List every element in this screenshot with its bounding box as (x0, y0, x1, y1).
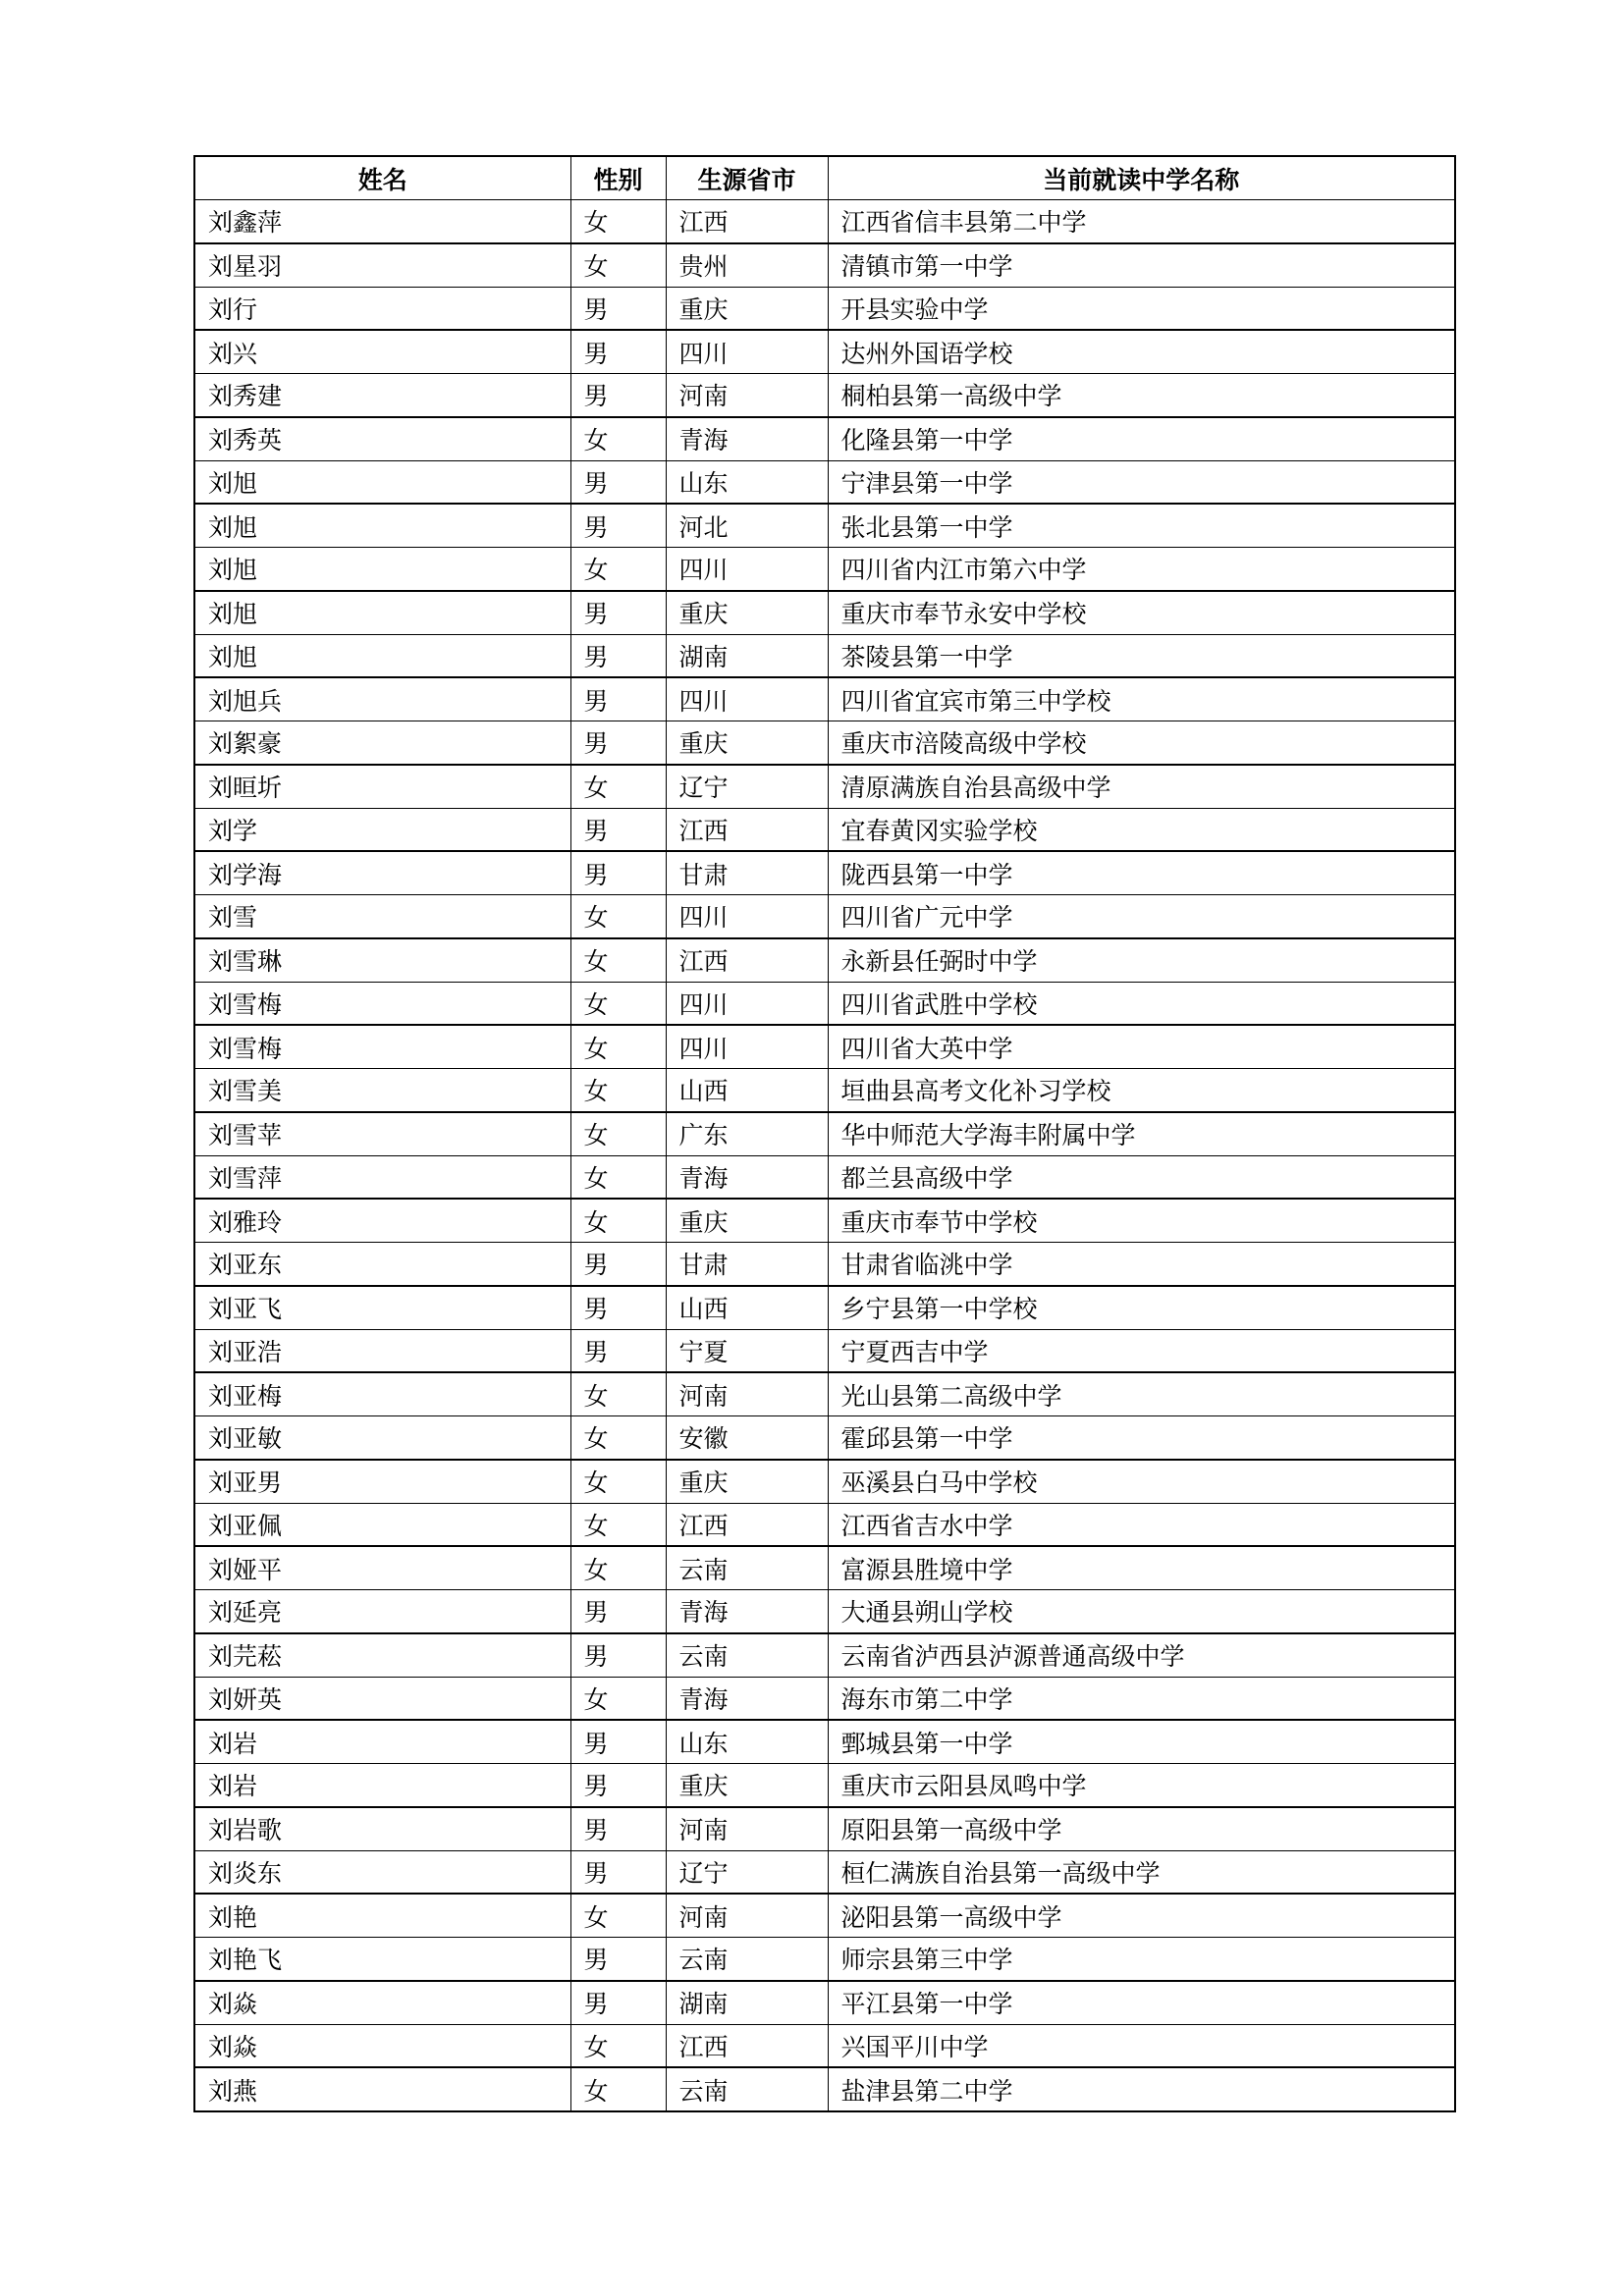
cell-gender: 女 (570, 417, 666, 460)
cell-name: 刘秀英 (194, 417, 570, 460)
table-row (194, 1850, 1455, 1894)
table-row (194, 330, 1455, 373)
table-row (194, 1286, 1455, 1329)
table-row (194, 808, 1455, 851)
cell-province: 云南 (666, 2067, 828, 2111)
cell-province: 甘肃 (666, 851, 828, 894)
cell-name: 刘岩 (194, 1764, 570, 1807)
table-row (194, 1155, 1455, 1199)
table-row (194, 1069, 1455, 1112)
cell-school: 华中师范大学海丰附属中学 (828, 1112, 1455, 1155)
cell-gender: 男 (570, 1764, 666, 1807)
cell-name: 刘亚东 (194, 1243, 570, 1286)
cell-province: 辽宁 (666, 765, 828, 808)
table-row (194, 982, 1455, 1025)
cell-province: 湖南 (666, 634, 828, 677)
cell-gender: 女 (570, 1112, 666, 1155)
cell-gender: 男 (570, 287, 666, 330)
cell-gender: 女 (570, 1069, 666, 1112)
cell-name: 刘旭 (194, 460, 570, 504)
table-row (194, 1112, 1455, 1155)
table-row (194, 1460, 1455, 1503)
cell-name: 刘学 (194, 808, 570, 851)
cell-gender: 男 (570, 591, 666, 634)
table-row (194, 1416, 1455, 1460)
cell-school: 富源县胜境中学 (828, 1546, 1455, 1589)
cell-school: 桓仁满族自治县第一高级中学 (828, 1850, 1455, 1894)
cell-gender: 女 (570, 1460, 666, 1503)
cell-gender: 女 (570, 1546, 666, 1589)
cell-province: 河南 (666, 1807, 828, 1850)
cell-school: 四川省宜宾市第三中学校 (828, 677, 1455, 721)
table-row (194, 243, 1455, 287)
cell-school: 清原满族自治县高级中学 (828, 765, 1455, 808)
cell-name: 刘艳飞 (194, 1938, 570, 1981)
cell-school: 云南省泸西县泸源普通高级中学 (828, 1633, 1455, 1677)
cell-name: 刘焱 (194, 1981, 570, 2024)
cell-gender: 男 (570, 460, 666, 504)
table-row (194, 1243, 1455, 1286)
cell-gender: 女 (570, 895, 666, 938)
cell-gender: 女 (570, 243, 666, 287)
table-body (194, 200, 1455, 2112)
cell-province: 江西 (666, 2024, 828, 2067)
cell-gender: 女 (570, 1416, 666, 1460)
cell-name: 刘亚飞 (194, 1286, 570, 1329)
cell-province: 山东 (666, 460, 828, 504)
table-row (194, 1372, 1455, 1415)
cell-school: 达州外国语学校 (828, 330, 1455, 373)
cell-province: 江西 (666, 808, 828, 851)
cell-province: 四川 (666, 982, 828, 1025)
table-row (194, 1329, 1455, 1372)
table-row (194, 1677, 1455, 1720)
cell-name: 刘雪萍 (194, 1155, 570, 1199)
cell-name: 刘妍英 (194, 1677, 570, 1720)
header-school: 当前就读中学名称 (828, 156, 1455, 200)
cell-province: 重庆 (666, 1199, 828, 1242)
cell-name: 刘雪 (194, 895, 570, 938)
cell-gender: 女 (570, 1199, 666, 1242)
cell-name: 刘雪梅 (194, 1025, 570, 1068)
table-row (194, 417, 1455, 460)
cell-province: 云南 (666, 1546, 828, 1589)
cell-gender: 男 (570, 851, 666, 894)
cell-province: 辽宁 (666, 1850, 828, 1894)
cell-school: 江西省吉水中学 (828, 1503, 1455, 1546)
table-row (194, 2067, 1455, 2111)
cell-name: 刘旭兵 (194, 677, 570, 721)
table-row (194, 677, 1455, 721)
cell-province: 山西 (666, 1286, 828, 1329)
table-row (194, 895, 1455, 938)
table-row (194, 1894, 1455, 1937)
cell-gender: 男 (570, 1720, 666, 1763)
table-row (194, 1633, 1455, 1677)
cell-school: 四川省广元中学 (828, 895, 1455, 938)
cell-gender: 女 (570, 938, 666, 982)
cell-school: 兴国平川中学 (828, 2024, 1455, 2067)
cell-province: 甘肃 (666, 1243, 828, 1286)
cell-gender: 女 (570, 765, 666, 808)
cell-gender: 女 (570, 1677, 666, 1720)
cell-gender: 女 (570, 982, 666, 1025)
cell-school: 甘肃省临洮中学 (828, 1243, 1455, 1286)
table-row (194, 1503, 1455, 1546)
cell-gender: 男 (570, 1938, 666, 1981)
cell-school: 江西省信丰县第二中学 (828, 200, 1455, 243)
cell-province: 青海 (666, 417, 828, 460)
table-row (194, 1981, 1455, 2024)
cell-gender: 女 (570, 200, 666, 243)
cell-school: 永新县任弼时中学 (828, 938, 1455, 982)
cell-name: 刘亚佩 (194, 1503, 570, 1546)
table-row (194, 548, 1455, 591)
cell-gender: 男 (570, 1329, 666, 1372)
cell-province: 河南 (666, 1372, 828, 1415)
cell-name: 刘兴 (194, 330, 570, 373)
table-row (194, 634, 1455, 677)
cell-province: 安徽 (666, 1416, 828, 1460)
table-row (194, 374, 1455, 417)
table-row (194, 2024, 1455, 2067)
cell-gender: 男 (570, 634, 666, 677)
cell-name: 刘亚浩 (194, 1329, 570, 1372)
cell-province: 江西 (666, 1503, 828, 1546)
cell-name: 刘学海 (194, 851, 570, 894)
header-province: 生源省市 (666, 156, 828, 200)
cell-gender: 男 (570, 374, 666, 417)
cell-school: 重庆市奉节中学校 (828, 1199, 1455, 1242)
table-header-row (194, 156, 1455, 200)
cell-name: 刘雪美 (194, 1069, 570, 1112)
table-row (194, 591, 1455, 634)
cell-gender: 女 (570, 2024, 666, 2067)
cell-school: 宜春黄冈实验学校 (828, 808, 1455, 851)
cell-school: 光山县第二高级中学 (828, 1372, 1455, 1415)
cell-province: 重庆 (666, 287, 828, 330)
cell-name: 刘晅圻 (194, 765, 570, 808)
table-row (194, 1025, 1455, 1068)
cell-school: 宁津县第一中学 (828, 460, 1455, 504)
cell-province: 湖南 (666, 1981, 828, 2024)
cell-school: 巫溪县白马中学校 (828, 1460, 1455, 1503)
cell-province: 重庆 (666, 1764, 828, 1807)
cell-school: 都兰县高级中学 (828, 1155, 1455, 1199)
cell-school: 四川省武胜中学校 (828, 982, 1455, 1025)
cell-name: 刘延亮 (194, 1590, 570, 1633)
cell-school: 垣曲县高考文化补习学校 (828, 1069, 1455, 1112)
cell-school: 茶陵县第一中学 (828, 634, 1455, 677)
cell-province: 重庆 (666, 1460, 828, 1503)
cell-province: 山东 (666, 1720, 828, 1763)
table-row (194, 1807, 1455, 1850)
cell-province: 青海 (666, 1590, 828, 1633)
cell-school: 海东市第二中学 (828, 1677, 1455, 1720)
cell-name: 刘雅玲 (194, 1199, 570, 1242)
cell-name: 刘行 (194, 287, 570, 330)
cell-name: 刘亚敏 (194, 1416, 570, 1460)
table-row (194, 460, 1455, 504)
table-row (194, 200, 1455, 243)
cell-gender: 女 (570, 1372, 666, 1415)
cell-name: 刘燕 (194, 2067, 570, 2111)
cell-gender: 男 (570, 808, 666, 851)
cell-school: 化隆县第一中学 (828, 417, 1455, 460)
cell-school: 大通县朔山学校 (828, 1590, 1455, 1633)
table-row (194, 721, 1455, 765)
cell-name: 刘亚梅 (194, 1372, 570, 1415)
cell-name: 刘鑫萍 (194, 200, 570, 243)
cell-province: 宁夏 (666, 1329, 828, 1372)
cell-name: 刘雪琳 (194, 938, 570, 982)
cell-name: 刘岩 (194, 1720, 570, 1763)
cell-school: 开县实验中学 (828, 287, 1455, 330)
cell-gender: 女 (570, 1155, 666, 1199)
cell-province: 青海 (666, 1677, 828, 1720)
cell-province: 云南 (666, 1938, 828, 1981)
student-roster-table (193, 155, 1456, 2112)
cell-name: 刘芫菘 (194, 1633, 570, 1677)
cell-province: 青海 (666, 1155, 828, 1199)
cell-gender: 男 (570, 1633, 666, 1677)
table-row (194, 1546, 1455, 1589)
header-name: 姓名 (194, 156, 570, 200)
table-row (194, 1938, 1455, 1981)
table-row (194, 1199, 1455, 1242)
cell-school: 盐津县第二中学 (828, 2067, 1455, 2111)
table-row (194, 765, 1455, 808)
cell-name: 刘旭 (194, 591, 570, 634)
cell-gender: 男 (570, 1807, 666, 1850)
table-row (194, 1720, 1455, 1763)
cell-name: 刘炎东 (194, 1850, 570, 1894)
table-row (194, 1764, 1455, 1807)
cell-province: 山西 (666, 1069, 828, 1112)
cell-school: 重庆市涪陵高级中学校 (828, 721, 1455, 765)
cell-gender: 女 (570, 2067, 666, 2111)
cell-province: 江西 (666, 938, 828, 982)
cell-gender: 女 (570, 1025, 666, 1068)
cell-gender: 男 (570, 1590, 666, 1633)
table-row (194, 938, 1455, 982)
cell-school: 桐柏县第一高级中学 (828, 374, 1455, 417)
cell-gender: 女 (570, 548, 666, 591)
cell-school: 霍邱县第一中学 (828, 1416, 1455, 1460)
cell-province: 重庆 (666, 721, 828, 765)
cell-gender: 男 (570, 1850, 666, 1894)
table-row (194, 1590, 1455, 1633)
cell-gender: 女 (570, 1503, 666, 1546)
cell-name: 刘艳 (194, 1894, 570, 1937)
cell-name: 刘雪苹 (194, 1112, 570, 1155)
cell-name: 刘焱 (194, 2024, 570, 2067)
cell-gender: 男 (570, 1981, 666, 2024)
cell-name: 刘岩歌 (194, 1807, 570, 1850)
cell-gender: 男 (570, 1286, 666, 1329)
cell-school: 重庆市奉节永安中学校 (828, 591, 1455, 634)
cell-province: 四川 (666, 548, 828, 591)
cell-province: 四川 (666, 677, 828, 721)
cell-name: 刘亚男 (194, 1460, 570, 1503)
cell-name: 刘旭 (194, 634, 570, 677)
cell-school: 张北县第一中学 (828, 504, 1455, 547)
cell-gender: 男 (570, 1243, 666, 1286)
cell-name: 刘旭 (194, 548, 570, 591)
cell-gender: 男 (570, 504, 666, 547)
cell-province: 河南 (666, 374, 828, 417)
cell-school: 师宗县第三中学 (828, 1938, 1455, 1981)
cell-name: 刘雪梅 (194, 982, 570, 1025)
table-row (194, 287, 1455, 330)
cell-gender: 男 (570, 721, 666, 765)
cell-gender: 男 (570, 677, 666, 721)
cell-school: 平江县第一中学 (828, 1981, 1455, 2024)
cell-name: 刘娅平 (194, 1546, 570, 1589)
cell-school: 原阳县第一高级中学 (828, 1807, 1455, 1850)
cell-province: 四川 (666, 330, 828, 373)
cell-name: 刘秀建 (194, 374, 570, 417)
cell-name: 刘星羽 (194, 243, 570, 287)
cell-school: 乡宁县第一中学校 (828, 1286, 1455, 1329)
cell-province: 河南 (666, 1894, 828, 1937)
cell-province: 四川 (666, 1025, 828, 1068)
cell-gender: 女 (570, 1894, 666, 1937)
table-row (194, 851, 1455, 894)
cell-province: 江西 (666, 200, 828, 243)
cell-province: 云南 (666, 1633, 828, 1677)
cell-name: 刘旭 (194, 504, 570, 547)
cell-province: 广东 (666, 1112, 828, 1155)
header-gender: 性别 (570, 156, 666, 200)
cell-school: 鄄城县第一中学 (828, 1720, 1455, 1763)
cell-school: 清镇市第一中学 (828, 243, 1455, 287)
cell-school: 重庆市云阳县凤鸣中学 (828, 1764, 1455, 1807)
cell-gender: 男 (570, 330, 666, 373)
cell-province: 河北 (666, 504, 828, 547)
cell-school: 四川省内江市第六中学 (828, 548, 1455, 591)
cell-name: 刘絮豪 (194, 721, 570, 765)
cell-school: 泌阳县第一高级中学 (828, 1894, 1455, 1937)
cell-province: 贵州 (666, 243, 828, 287)
cell-province: 四川 (666, 895, 828, 938)
cell-school: 宁夏西吉中学 (828, 1329, 1455, 1372)
cell-province: 重庆 (666, 591, 828, 634)
cell-school: 四川省大英中学 (828, 1025, 1455, 1068)
cell-school: 陇西县第一中学 (828, 851, 1455, 894)
table-row (194, 504, 1455, 547)
